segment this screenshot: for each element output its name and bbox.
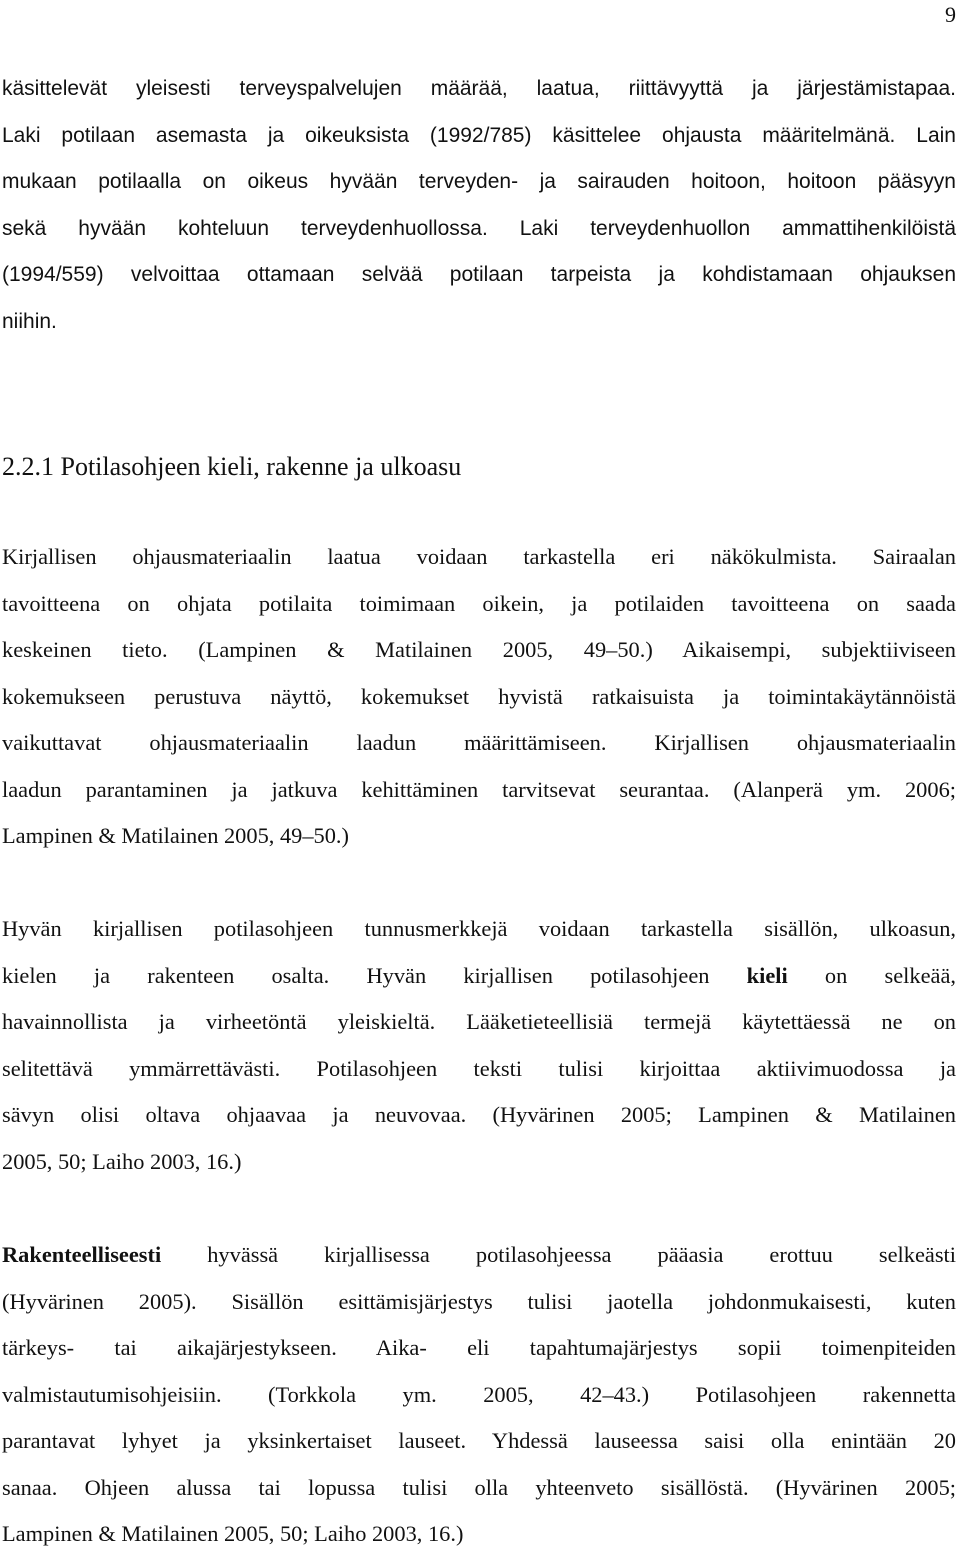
text-line — [2, 1232, 956, 1279]
text-line: (Hyvärinen 2005). Sisällön esittämisjärjestys tulisi jaotella johdonmukaisesti, kuten — [2, 1288, 956, 1314]
text-line: sanaa. Ohjeen alussa tai lopussa tulisi olla yhteenveto sisällöstä. (Hyvärinen 2005; — [2, 1474, 956, 1500]
text-line: havainnollista ja virheetöntä yleiskieltä. Lääketieteellisiä termejä käytettäessä ne on — [2, 1009, 956, 1034]
paragraph-language — [2, 906, 956, 1185]
text-line: Lampinen & Matilainen 2005, 50; Laiho 2003, 16.) — [2, 1521, 464, 1546]
text-line: Hyvän kirjallisen potilasohjeen tunnusmerkkejä voidaan tarkastella sisällön, ulkoasun, — [2, 916, 956, 941]
text-fragment: kielen ja rakenteen osalta. Hyvän kirjallisen potilasohjeen — [2, 962, 747, 988]
text-line: käsittelevät yleisesti terveyspalvelujen määrää, laatua, riittävyyttä ja järjestämistapaa. — [2, 77, 956, 100]
paragraph-structure — [2, 1232, 956, 1558]
paragraph-laws — [2, 66, 956, 345]
text-line: valmistautumisohjeisiin. (Torkkola ym. 2005, 42–43.) Potilasohjeen rakennetta — [2, 1381, 956, 1407]
text-line: Lampinen & Matilainen 2005, 49–50.) — [2, 823, 349, 848]
text-line: Kirjallisen ohjausmateriaalin laatua voidaan tarkastella eri näkökulmista. Sairaalan — [2, 544, 956, 569]
text-line: selitettävä ymmärrettävästi. Potilasohjeen teksti tulisi kirjoittaa aktiivimuodossa ja — [2, 1055, 956, 1081]
bold-term-rakenteelliseesti: Rakenteelliseesti — [2, 1242, 162, 1267]
text-line: sekä hyvään kohteluun terveydenhuollossa. Laki terveydenhuollon ammattihenkilöistä — [2, 216, 956, 240]
text-fragment: hyvässä kirjallisessa potilasohjeessa pääasia erottuu selkeästi — [161, 1242, 956, 1267]
text-line: vaikuttavat ohjausmateriaalin laadun määrittämiseen. Kirjallisen ohjausmateriaalin — [2, 730, 956, 755]
text-line: keskeinen tieto. (Lampinen & Matilainen 2005, 49–50.) Aikaisempi, subjektiiviseen — [2, 637, 956, 662]
text-fragment: on selkeää, — [787, 962, 956, 988]
text-line: tavoitteena on ohjata potilaita toimimaan oikein, ja potilaiden tavoitteena on saada — [2, 590, 956, 616]
text-line: (1994/559) velvoittaa ottamaan selvää potilaan tarpeista ja kohdistamaan ohjauksen — [2, 263, 956, 286]
text-line — [2, 953, 956, 1000]
text-line: parantavat lyhyet ja yksinkertaiset lauseet. Yhdessä lauseessa saisi olla enintään 20 — [2, 1428, 956, 1453]
text-line: niihin. — [2, 309, 57, 333]
text-line: Laki potilaan asemasta ja oikeuksista (1992/785) käsittelee ohjausta määritelmänä. Lain — [2, 123, 956, 147]
text-line: sävyn olisi oltava ohjaavaa ja neuvovaa. (Hyvärinen 2005; Lampinen & Matilainen — [2, 1102, 956, 1127]
page-number: 9 — [945, 2, 956, 27]
text-line: mukaan potilaalla on oikeus hyvään terveyden- ja sairauden hoitoon, hoitoon pääsyyn — [2, 170, 956, 193]
bold-term-kieli: kieli — [746, 962, 788, 988]
paragraph-material-quality — [2, 534, 956, 860]
text-line: tärkeys- tai aikajärjestykseen. Aika- eli tapahtumajärjestys sopii toimenpiteiden — [2, 1335, 956, 1360]
text-line: kokemukseen perustuva näyttö, kokemukset hyvistä ratkaisuista ja toimintakäytännöistä — [2, 683, 956, 709]
text-line: laadun parantaminen ja jatkuva kehittäminen tarvitsevat seurantaa. (Alanperä ym. 2006; — [2, 776, 956, 802]
section-heading: 2.2.1 Potilasohjeen kieli, rakenne ja ulkoasu — [2, 452, 462, 481]
text-line: 2005, 50; Laiho 2003, 16.) — [2, 1148, 242, 1174]
